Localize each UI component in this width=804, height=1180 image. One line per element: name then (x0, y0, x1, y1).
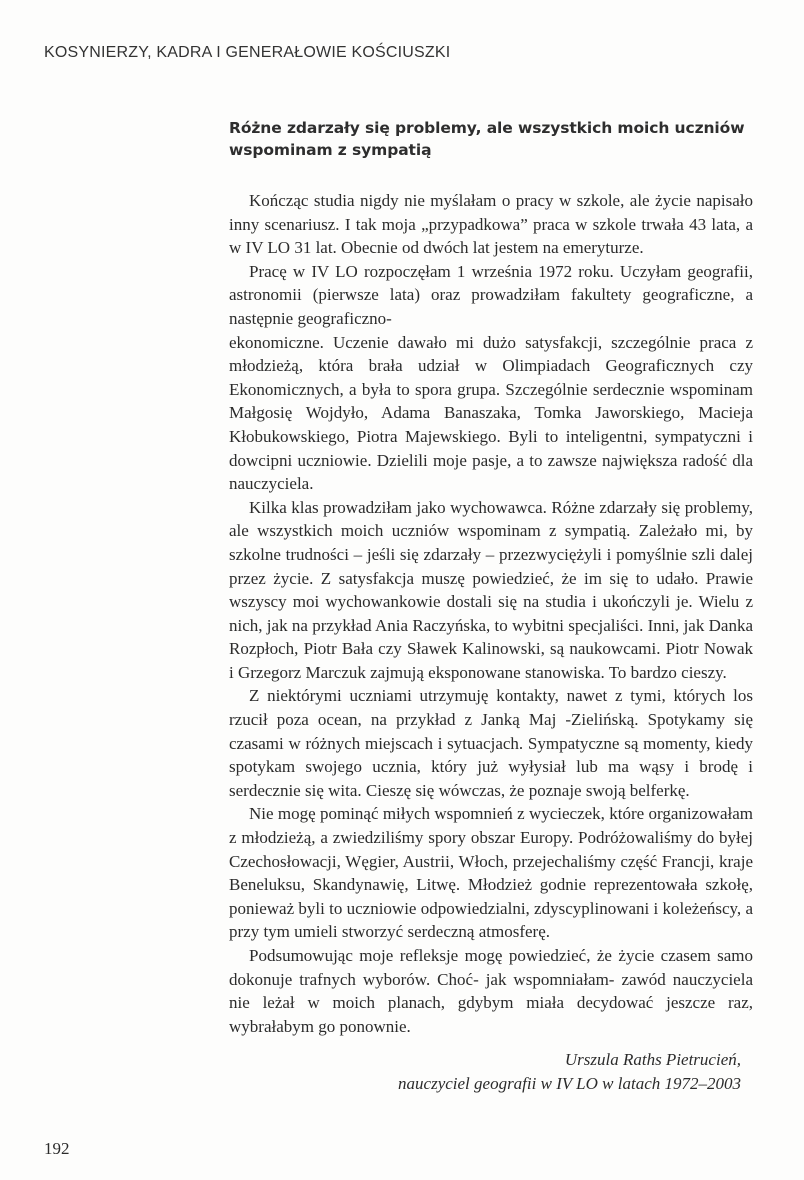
article (229, 117, 753, 1096)
article-heading-line-2: wspominam z sympatią (229, 141, 432, 159)
running-head: KOSYNIERZY, KADRA I GENERAŁOWIE KOŚCIUSZKI (44, 44, 451, 61)
signature-role: nauczyciel geografii w IV LO w latach 1972–2003 (398, 1074, 741, 1094)
page-number: 192 (44, 1139, 70, 1158)
paragraph-5: Z niektórymi uczniami utrzymuję kontakty, nawet z tymi, których los rzucił poza ocean, na przykład z Janką Maj -Zielińską. Spotykamy się czasami w różnych miejscach i sytuacjach. Sympatyczne są momenty, kiedy spotykam swojego ucznia, który już wyłysiał lub ma wąsy i brodę i serdecznie się wita. Cieszę się wówczas, że poznaje swoją belferkę. (229, 686, 753, 800)
paragraph-7: Podsumowując moje refleksje mogę powiedzieć, że życie czasem samo dokonuje trafnych wyborów. Choć- jak wspomniałam- zawód nauczyciela nie leżał w moich planach, gdybym miała decydować jeszcze raz, wybrałabym go ponownie. (229, 946, 753, 1036)
paragraph-4: Kilka klas prowadziłam jako wychowawca. Różne zdarzały się problemy, ale wszystkich moich uczniów wspominam z sympatią. Zależało mi, by szkolne trudności – jeśli się zdarzały – przezwyciężyli i pomyślnie szli dalej przez życie. Z satysfakcja muszę powiedzieć, że im się to udało. Prawie wszyscy moi wychowankowie dostali się na studia i ukończyli je. Wielu z nich, jak na przykład Ania Raczyńska, to wybitni specjaliści. Inni, jak Danka Rozpłoch, Piotr Bała czy Sławek Kalinowski, są naukowcami. Piotr Nowak i Grzegorz Marczuk zajmują eksponowane stanowiska. To bardzo cieszy. (229, 497, 753, 682)
paragraph-3: ekonomiczne. Uczenie dawało mi dużo satysfakcji, szczególnie praca z młodzieżą, która brała udział w Olimpiadach Geograficznych czy Ekonomicznych, a była to spora grupa. Szczególnie serdecznie wspominam Małgosię Wojdyło, Adama Banaszaka, Tomka Jaworskiego, Macieja Kłobukowskiego, Piotra Majewskiego. Byli to inteligentni, sympatyczni i dowcipni uczniowie. Dzielili moje pasje, a to zawsze największa radość dla nauczyciela. (229, 332, 753, 494)
article-heading-line-1: Różne zdarzały się problemy, ale wszystkich moich uczniów (229, 119, 745, 137)
article-body (229, 189, 753, 1038)
signature-name: Urszula Raths Pietrucień, (564, 1050, 741, 1070)
paragraph-6: Nie mogę pominąć miłych wspomnień z wycieczek, które organizowałam z młodzieżą, a zwiedziliśmy spory obszar Europy. Podróżowaliśmy do byłej Czechosłowacji, Węgier, Austrii, Włoch, przejechaliśmy część Francji, kraje Beneluksu, Skandynawię, Litwę. Młodzież godnie reprezentowała szkołę, ponieważ byli to uczniowie odpowiedzialni, zdyscyplinowani i koleżeńscy, a przy tym umieli stworzyć serdeczną atmosferę. (229, 804, 753, 942)
paragraph-1: Kończąc studia nigdy nie myślałam o pracy w szkole, ale życie napisało inny scenariusz. I tak moja „przypadkowa” praca w szkole trwała 43 lata, a w IV LO 31 lat. Obecnie od dwóch lat jestem na emeryturze. (229, 191, 753, 258)
article-heading (229, 117, 753, 161)
signature (229, 1048, 753, 1096)
paragraph-2: Pracę w IV LO rozpoczęłam 1 września 1972 roku. Uczyłam geografii, astronomii (pierwsze lata) oraz prowadziłam fakultety geograficzne, a następnie geograficzno- (229, 261, 753, 328)
